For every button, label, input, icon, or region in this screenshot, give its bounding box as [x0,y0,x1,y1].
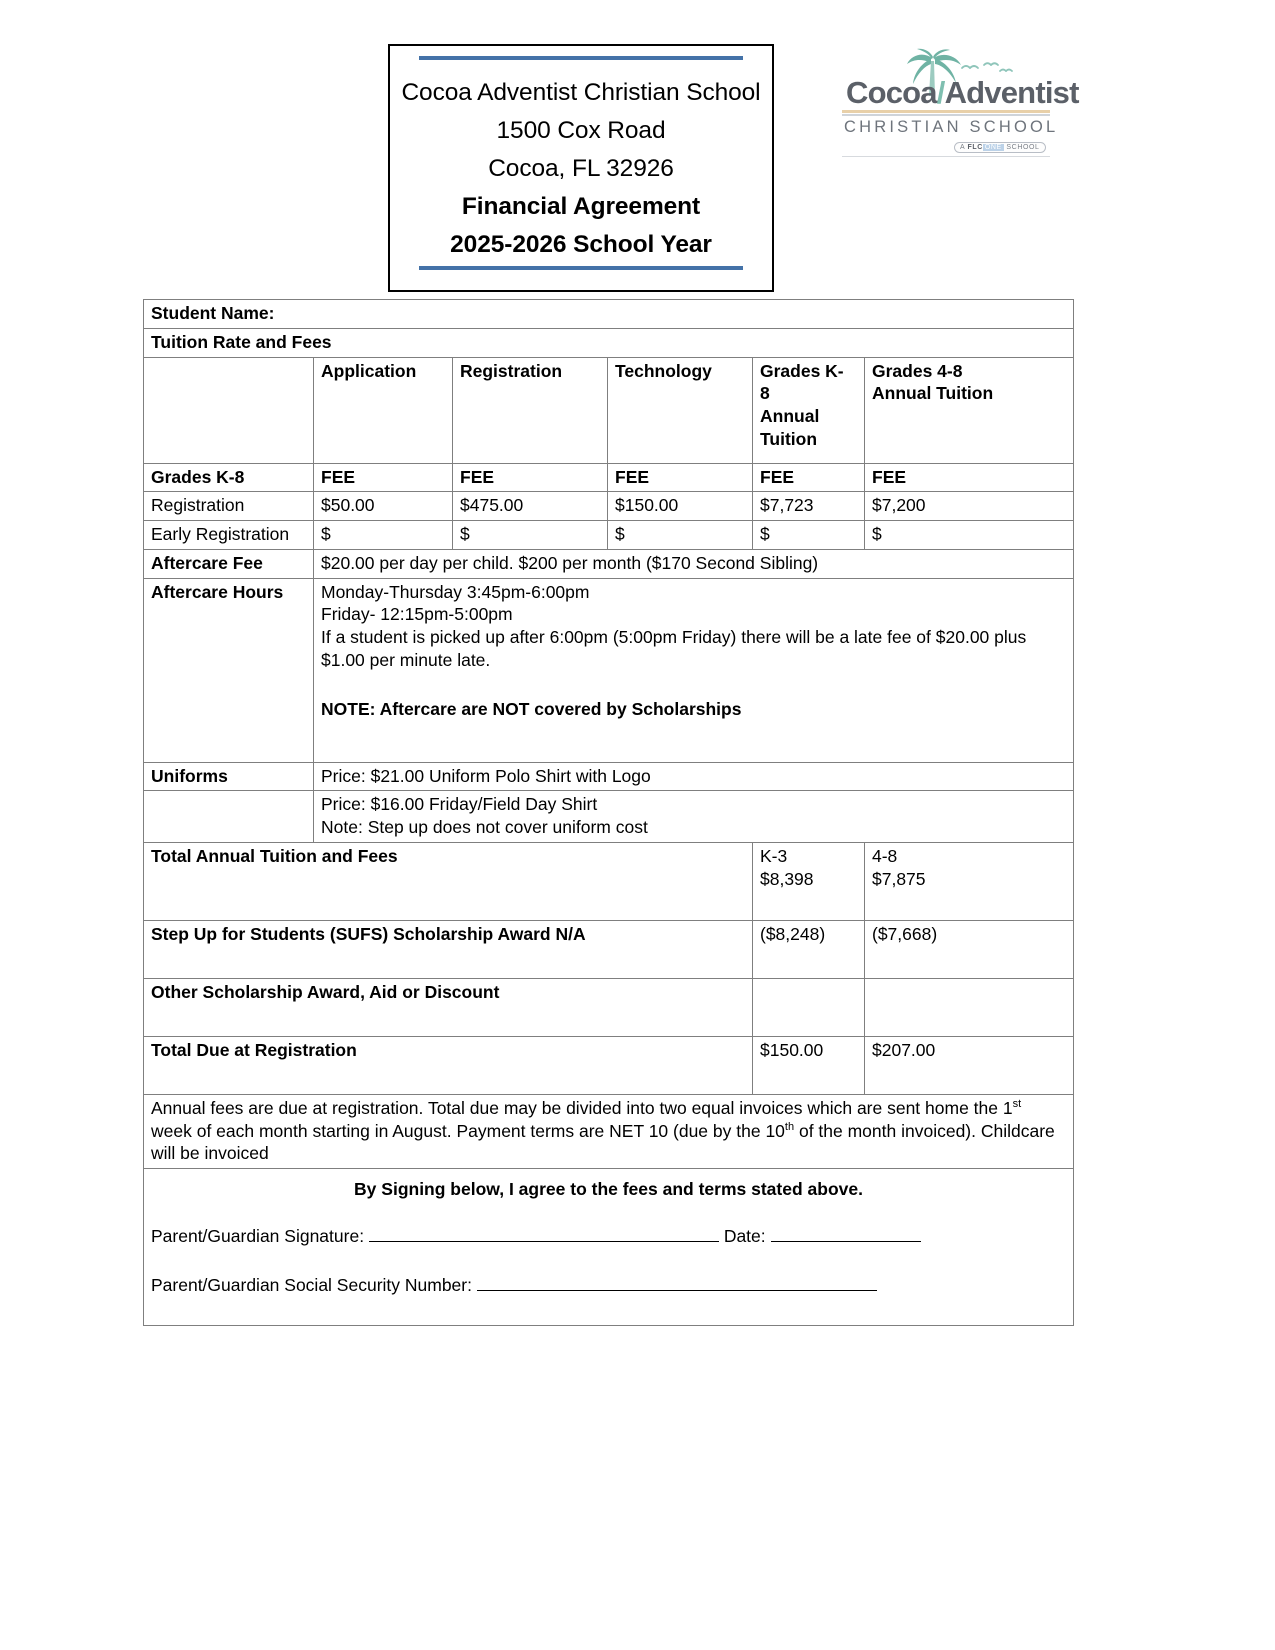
row-label-uniforms: Uniforms [144,762,314,791]
table-row-signature [144,1169,1074,1326]
sufs-48-value: ($7,668) [865,920,1074,978]
logo-divider-bars [842,110,1050,116]
table-row-uniforms-extra [144,791,1074,843]
logo-word-adventist: Adventist [944,75,1079,110]
col-header-technology: Technology [608,357,753,463]
row-label-registration: Registration [144,492,314,521]
aftercare-scholarship-note: NOTE: Aftercare are NOT covered by Scholarships [321,698,742,719]
row-label-other-scholarship: Other Scholarship Award, Aid or Discount [144,978,753,1036]
aftercare-hours-content [314,578,1074,762]
total-annual-48-value: $7,875 [872,868,926,889]
table-row-section-header [144,328,1074,357]
row-label-early-registration: Early Registration [144,521,314,550]
document-title: Financial Agreement [461,193,701,220]
table-row-aftercare-fee [144,549,1074,578]
col-header-registration: Registration [453,357,608,463]
logo-word-cocoa: Cocoa [846,75,937,110]
col-header-48-line2: Annual Tuition [872,383,994,404]
table-row-fee [144,463,1074,492]
registration-technology-value: $150.00 [608,492,753,521]
aftercare-hours-line2: Friday- 12:15pm-5:00pm [321,604,513,625]
terms-part2: week of each month starting in August. Payment terms are NET 10 (due by the 10 [151,1120,785,1141]
ssn-line-row [151,1274,1066,1297]
col-header-grades-k8-annual-tuition [753,357,865,463]
row-label-total-annual-tuition-and-fees: Total Annual Tuition and Fees [144,842,753,920]
table-row-uniforms [144,762,1074,791]
registration-registration-value: $475.00 [453,492,608,521]
school-street: 1500 Cox Road [496,117,666,144]
uniforms-extra-content [314,791,1074,843]
school-title-box [388,44,774,292]
table-row-student-name [144,300,1074,329]
school-year: 2025-2026 School Year [450,231,712,258]
col-header-k8-line1: Grades K- [760,360,844,381]
other-scholarship-k3-value[interactable] [753,978,865,1036]
uniforms-line3-note: Note: Step up does not cover uniform cost [321,817,648,837]
parent-guardian-signature-field[interactable] [369,1241,719,1242]
student-name-label[interactable]: Student Name: [144,300,1074,329]
registration-k8-tuition-value: $7,723 [753,492,865,521]
aftercare-hours-line1: Monday-Thursday 3:45pm-6:00pm [321,581,590,602]
early-registration-technology-value[interactable]: $ [608,521,753,550]
table-row-registration [144,492,1074,521]
document-header [0,0,1275,300]
terms-part1: Annual fees are due at registration. Total due may be divided into two equal invoices which are sent home the 1 [151,1097,1013,1118]
date-field[interactable] [771,1241,921,1242]
badge-chip: ONE [984,144,1002,151]
early-registration-registration-value[interactable]: $ [453,521,608,550]
badge-prefix: A [960,144,965,151]
total-annual-k3-value: $8,398 [760,868,814,889]
early-registration-48-tuition-value[interactable]: $ [865,521,1074,550]
row-label-grades-k8: Grades K-8 [144,463,314,492]
total-due-k3-value: $150.00 [753,1036,865,1094]
uniforms-line2: Price: $16.00 Friday/Field Day Shirt [321,794,598,815]
col-header-k8-line3: Annual [760,406,820,426]
payment-terms-paragraph [144,1094,1074,1168]
col-header-application: Application [314,357,453,463]
table-row-early-registration [144,521,1074,550]
row-label-aftercare-fee: Aftercare Fee [144,549,314,578]
terms-part3: of the month invoiced). Childcare will be invoiced [151,1120,1055,1164]
table-row-column-headers [144,357,1074,463]
school-logo [828,48,1079,156]
table-row-total-annual [144,842,1074,920]
title-top-rule [419,56,743,60]
date-label: Date: [723,1225,766,1246]
fee-registration: FEE [453,463,608,492]
logo-underline [842,156,1050,157]
fee-technology: FEE [608,463,753,492]
financial-agreement-table [143,299,1074,1326]
col-header-48-line1: Grades 4-8 [872,360,963,381]
row-label-total-due-at-registration: Total Due at Registration [144,1036,753,1094]
col-header-k8-line2: 8 [760,383,770,404]
badge-flc: FLC [967,144,983,151]
row-label-aftercare-hours: Aftercare Hours [144,578,314,762]
table-row-other-scholarship [144,978,1074,1036]
parent-guardian-ssn-label: Parent/Guardian Social Security Number: [151,1274,472,1295]
parent-guardian-signature-label: Parent/Guardian Signature: [151,1225,365,1246]
early-registration-k8-tuition-value[interactable]: $ [753,521,865,550]
fee-k8-tuition: FEE [753,463,865,492]
col-header-k8-line4: Tuition [760,428,818,449]
school-name: Cocoa Adventist Christian School [401,79,761,106]
logo-wordmark [846,75,1079,111]
title-bottom-rule [419,266,743,270]
total-due-48-value: $207.00 [865,1036,1074,1094]
tuition-rate-and-fees-label: Tuition Rate and Fees [144,328,1074,357]
sufs-k3-value: ($8,248) [753,920,865,978]
flc-one-school-badge [954,142,1046,153]
aftercare-late-fee-text: If a student is picked up after 6:00pm (5:00pm Friday) there will be a late fee of $20.00 plus $1.00 per minute late. [321,627,1027,670]
title-text-block [390,74,772,264]
total-annual-48-header: 4-8 [872,845,898,866]
terms-sup-10th: th [784,1120,795,1133]
logo-subtitle: CHRISTIAN SCHOOL [844,118,1059,136]
registration-application-value: $50.00 [314,492,453,521]
signature-agreement-heading: By Signing below, I agree to the fees and terms stated above. [354,1179,863,1199]
table-row-terms [144,1094,1074,1168]
uniforms-blank-label [144,791,314,843]
col-header-blank [144,357,314,463]
terms-sup-1st: st [1012,1097,1022,1110]
col-header-grades-48-annual-tuition [865,357,1074,463]
signature-section [144,1169,1074,1326]
parent-guardian-ssn-field[interactable] [477,1290,877,1291]
registration-48-tuition-value: $7,200 [865,492,1074,521]
signature-line-row [151,1225,1066,1248]
fee-application: FEE [314,463,453,492]
logo-slash: / [936,75,945,110]
total-annual-k3-header: K-3 [760,845,788,866]
total-annual-48-cell [865,842,1074,920]
school-city-state-zip: Cocoa, FL 32926 [488,155,674,182]
fee-48-tuition: FEE [865,463,1074,492]
badge-suffix: SCHOOL [1006,144,1040,151]
table-row-total-due [144,1036,1074,1094]
total-annual-k3-cell [753,842,865,920]
row-label-sufs-scholarship-award: Step Up for Students (SUFS) Scholarship Award N/A [144,920,753,978]
table-row-aftercare-hours [144,578,1074,762]
table-row-sufs [144,920,1074,978]
early-registration-application-value[interactable]: $ [314,521,453,550]
other-scholarship-48-value[interactable] [865,978,1074,1036]
aftercare-fee-value: $20.00 per day per child. $200 per month ($170 Second Sibling) [314,549,1074,578]
uniforms-line1: Price: $21.00 Uniform Polo Shirt with Logo [314,762,1074,791]
